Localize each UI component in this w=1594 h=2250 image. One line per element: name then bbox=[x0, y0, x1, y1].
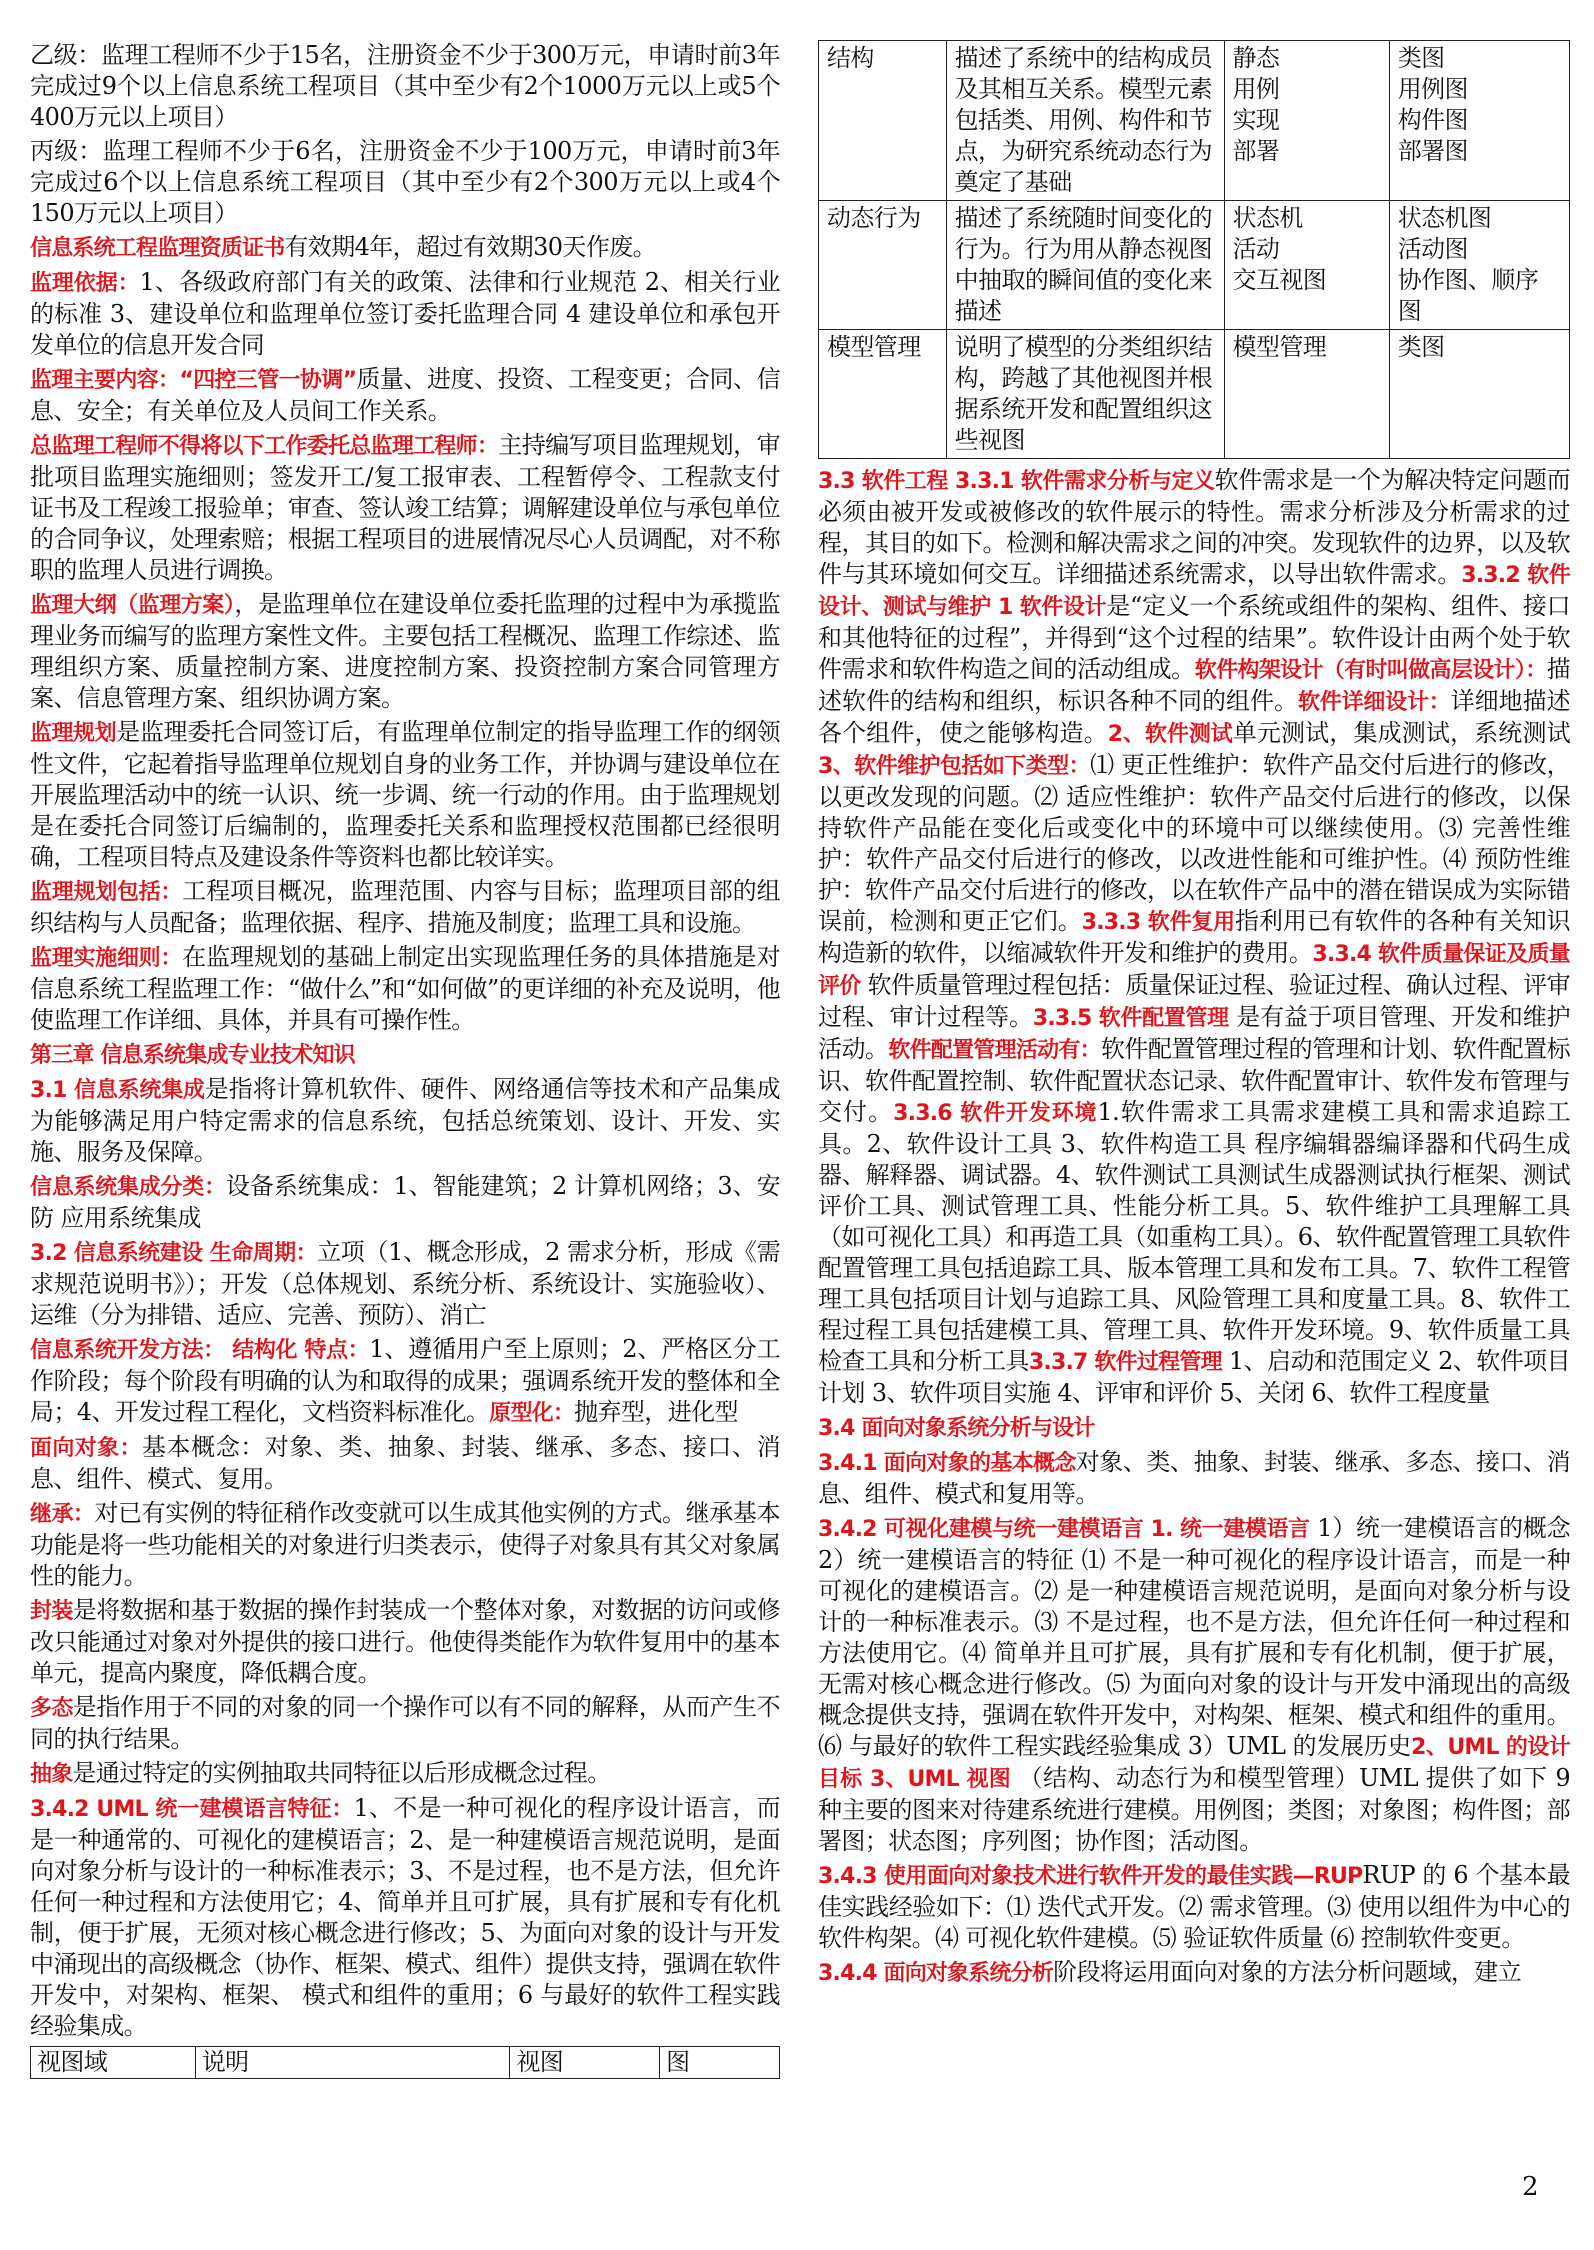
paragraph bbox=[30, 1595, 780, 1689]
heading: 3.3.2 软件设计、测试与维护 1 软件设计 bbox=[818, 563, 1570, 620]
text: 1、不是一种可视化的程序设计语言，而是一种通常的、可视化的建模语言；2、是一种建模语言规范说明，是面向对象分析与设计的一种标准表示；3、不是过程，也不是方法，但允许任何一种过程和方法使用它；4、简单并且可扩展，具有扩展和专有化机制，便于扩展，无须对核心概念进行修改；5、为面向对象的设计与开发中涌现出的高级概念（协作、框架、模式、组件）提供支持，强调在软件开发中，对架构、框架、 模式和组件的重用；6 与最好的软件工程实践经验集成。 bbox=[30, 1794, 780, 2040]
heading: 多态 bbox=[30, 1696, 73, 1721]
paragraph bbox=[30, 1074, 780, 1168]
table-cell bbox=[1224, 201, 1389, 330]
heading: 3.3.4 软件质量保证及质量评价 bbox=[818, 942, 1570, 999]
text: 对已有实例的特征稍作改变就可以生成其他实例的方式。继承基本功能是将一些功能相关的对象进行归类表示，使得子对象具有其父对象属性的能力。 bbox=[30, 1499, 780, 1590]
table-cell: 动态行为 bbox=[819, 201, 947, 330]
left-column bbox=[30, 40, 780, 2079]
text: 是指将计算机软件、硬件、网络通信等技术和产品集成为能够满足用户特定需求的信息系统，包括总统策划、设计、开发、实施、服务及保障。 bbox=[30, 1075, 780, 1166]
heading: 3.4.2 可视化建模与统一建模语言 1. 统一建模语言 bbox=[818, 1517, 1310, 1542]
heading: 软件构架设计（有时叫做高层设计）： bbox=[1194, 658, 1547, 683]
text: 抛弃型，进化型 bbox=[574, 1398, 738, 1426]
text: 详细地描述各个组件，使之能够构造。 bbox=[818, 687, 1571, 747]
cell-line: 类图 bbox=[1397, 333, 1445, 361]
paragraph bbox=[30, 1793, 780, 2042]
heading: 3.4.2 UML 统一建模语言特征： bbox=[30, 1797, 354, 1822]
cell-line: 活动 bbox=[1232, 235, 1280, 263]
text: 是通过特定的实例抽取共同特征以后形成概念过程。 bbox=[72, 1759, 611, 1787]
table-header-cell: 视图 bbox=[510, 2047, 660, 2079]
heading: 2、UML 的设计目标 3、UML 视图 bbox=[818, 1735, 1570, 1792]
heading: 3.3 软件工程 3.3.1 软件需求分析与定义 bbox=[818, 469, 1215, 494]
cell-line: 活动图 bbox=[1397, 235, 1468, 263]
table-cell bbox=[1389, 201, 1569, 330]
paragraph bbox=[30, 876, 780, 939]
section-heading bbox=[818, 1412, 1570, 1444]
heading: 软件配置管理活动有： bbox=[888, 1038, 1101, 1063]
cell-line: 用例图 bbox=[1397, 75, 1468, 103]
heading: 3.4.4 面向对象系统分析 bbox=[818, 1961, 1054, 1986]
cell-line: 状态机 bbox=[1232, 204, 1303, 232]
paragraph bbox=[30, 1334, 780, 1429]
table-cell: 结构 bbox=[819, 41, 947, 201]
text: 丙级：监理工程师不少于6名，注册资金不少于100万元，申请时前3年完成过6个以上信息系统工程项目（其中至少有2个300万元以上或4个150万元以上项目） bbox=[30, 137, 780, 227]
table-row bbox=[819, 201, 1570, 330]
heading: 3.1 信息系统集成 bbox=[30, 1078, 205, 1103]
paragraph bbox=[818, 1957, 1570, 1989]
table-row bbox=[31, 2047, 780, 2079]
table-cell: 模型管理 bbox=[819, 330, 947, 459]
text: 设备系统集成：1、智能建筑；2 计算机网络；3、安防 应用系统集成 bbox=[30, 1172, 780, 1232]
text: ⑴ 更正性维护：软件产品交付后进行的修改，以更改发现的问题。⑵ 适应性维护：软件产品交付后进行的修改，以保持软件产品能在变化后或变化中的环境中可以继续使用。⑶ 完善性维护：软件产品交付后进行的修改，以改进性能和可维护性。⑷ 预防性维护：软件产品交付后进行的修改，以在软件产品中的潜在错误成为实际错误前，检测和更正它们。 bbox=[818, 751, 1570, 935]
cell-line: 静态 bbox=[1232, 44, 1280, 72]
text: RUP 的 6 个基本最佳实践经验如下：⑴ 迭代式开发。⑵ 需求管理。⑶ 使用以组件为中心的软件构架。⑷ 可视化软件建模。⑸ 验证软件质量 ⑹ 控制软件变更。 bbox=[818, 1861, 1570, 1952]
paragraph bbox=[30, 40, 780, 133]
cell-line: 类图 bbox=[1397, 44, 1445, 72]
paragraph bbox=[818, 465, 1570, 1409]
cell-line: 协作图、顺序图 bbox=[1397, 266, 1539, 325]
text: 软件需求是一个为解决特定问题而必须由被开发或被修改的软件展示的特性。需求分析涉及分析需求的过程，其目的如下。检测和解决需求之间的冲突。发现软件的边界，以及软件与其环境如何交互。详细描述系统需求，以导出软件需求。 bbox=[818, 466, 1570, 588]
heading: 3.3.3 软件复用 bbox=[1081, 910, 1235, 935]
heading: 信息系统集成分类： bbox=[30, 1175, 226, 1200]
heading: 第三章 信息系统集成专业技术知识 bbox=[30, 1043, 355, 1068]
cell-line: 实现 bbox=[1232, 106, 1280, 134]
paragraph bbox=[818, 1513, 1570, 1857]
heading: 监理实施细则： bbox=[30, 946, 183, 971]
text: 指利用已有软件的各种有关知识构造新的软件，以缩减软件开发和维护的费用。 bbox=[818, 907, 1570, 967]
heading: 监理大纲（监理方案） bbox=[30, 593, 235, 618]
right-column bbox=[818, 40, 1570, 1992]
heading: 抽象 bbox=[30, 1762, 73, 1787]
text: 是指作用于不同的对象的同一个操作可以有不同的解释，从而产生不同的执行结果。 bbox=[30, 1693, 780, 1753]
cell-line: 构件图 bbox=[1397, 106, 1468, 134]
text: 描述软件的结构和组织，标识各种不同的组件。 bbox=[818, 655, 1570, 715]
paragraph bbox=[30, 942, 780, 1036]
paragraph bbox=[30, 136, 780, 229]
cell-line: 部署图 bbox=[1397, 137, 1468, 165]
paragraph bbox=[30, 364, 780, 427]
table-cell: 说明了模型的分类组织结构，跨越了其他视图并根据系统开发和配置组织这些视图 bbox=[946, 330, 1224, 459]
chapter-heading bbox=[30, 1039, 780, 1071]
heading: 监理依据： bbox=[30, 271, 140, 296]
table-cell: 描述了系统随时间变化的行为。行为用从静态视图中抽取的瞬间值的变化来描述 bbox=[946, 201, 1224, 330]
paragraph bbox=[30, 232, 780, 264]
heading: 总监理工程师不得将以下工作委托总监理工程师： bbox=[30, 434, 499, 459]
cell-line: 交互视图 bbox=[1232, 266, 1327, 294]
heading: 结构化 特点： bbox=[232, 1338, 370, 1363]
heading: 3、软件维护包括如下类型： bbox=[818, 754, 1091, 779]
view-table-header bbox=[30, 2046, 780, 2079]
heading: 面向对象： bbox=[30, 1436, 142, 1461]
heading: 3.4.1 面向对象的基本概念 bbox=[818, 1451, 1076, 1476]
paragraph bbox=[30, 1171, 780, 1234]
paragraph bbox=[30, 1498, 780, 1592]
text: （结构、动态行为和模型管理）UML 提供了如下 9 种主要的图来对待建系统进行建模。用例图；类图；对象图；构件图；部署图；状态图；序列图；协作图；活动图。 bbox=[818, 1764, 1570, 1855]
text: ，是监理单位在建设单位委托监理的过程中为承揽监理业务而编写的监理方案性文件。主要包括工程概况、监理工作综述、监理组织方案、质量控制方案、进度控制方案、投资控制方案合同管理方案、信息管理方案、组织协调方案。 bbox=[30, 590, 780, 712]
text: 乙级：监理工程师不少于15名，注册资金不少于300万元，申请时前3年完成过9个以上信息系统工程项目（其中至少有2个1000万元以上或5个400万元以上项目） bbox=[30, 41, 780, 131]
heading: 3.3.6 软件开发环境 bbox=[893, 1101, 1098, 1126]
heading: 信息系统开发方法： bbox=[30, 1338, 225, 1363]
text: 工程项目概况，监理范围、内容与目标；监理项目部的组织结构与人员配备；监理依据、程序、措施及制度；监理工具和设施。 bbox=[30, 877, 781, 937]
heading: 3.4.3 使用面向对象技术进行软件开发的最佳实践—RUP bbox=[818, 1864, 1363, 1889]
heading: 3.3.5 软件配置管理 bbox=[1032, 1006, 1229, 1031]
table-header-cell: 视图域 bbox=[31, 2047, 196, 2079]
text: 主持编写项目监理规划，审批项目监理实施细则；签发开工/复工报审表、工程暂停令、工程款支付证书及工程竣工报验单；审查、签认竣工结算；调解建设单位与承包单位的合同争议，处理索赔；根据工程项目的进展情况尽心人员调配，对不称职的监理人员进行调换。 bbox=[30, 431, 780, 584]
heading: 软件详细设计： bbox=[1298, 690, 1451, 715]
text: 是监理委托合同签订后，有监理单位制定的指导监理工作的纲领性文件，它起着指导监理单位规划自身的业务工作，并协调与建设单位在开展监理活动中的统一认识、统一步调、统一行动的作用。由于监理规划是在委托合同签订后编制的，监理委托关系和监理授权范围都已经很明确，工程项目特点及建设条件等资料也都比较详实。 bbox=[30, 718, 780, 871]
paragraph bbox=[818, 1860, 1570, 1954]
text: 软件配置管理过程的管理和计划、软件配置标识、软件配置控制、软件配置状态记录、软件配置审计、软件发布管理与交付。 bbox=[818, 1035, 1570, 1126]
heading: 3.2 信息系统建设 生命周期： bbox=[30, 1241, 318, 1266]
text: 质量、进度、投资、工程变更；合同、信息、安全；有关单位及人员间工作关系。 bbox=[30, 365, 780, 425]
heading: 3.4 面向对象系统分析与设计 bbox=[818, 1416, 1095, 1441]
table-cell bbox=[1224, 330, 1389, 459]
paragraph bbox=[818, 1447, 1570, 1510]
text: 基本概念：对象、类、抽象、封装、继承、多态、接口、消息、组件、模式、复用。 bbox=[30, 1433, 780, 1493]
paragraph bbox=[30, 717, 780, 873]
text: 1）统一建模语言的概念 2）统一建模语言的特征 ⑴ 不是一种可视化的程序设计语言，而是一种可视化的建模语言。⑵ 是一种建模语言规范说明，是面向对象分析与设计的一种标准表示。⑶ 不是过程，也不是方法，但允许任何一种过程和方法使用它。⑷ 简单并且可扩展，具有扩展和专有化机制，便于扩展，无需对核心概念进行修改。⑸ 为面向对象的设计与开发中涌现出的高级概念提供支持，强调在软件开发中，对构架、框架、模式和组件的重用。⑹ 与最好的软件工程实践经验集成 3）UML 的发展历史 bbox=[818, 1514, 1570, 1760]
text: 是“定义一个系统或组件的架构、组件、接口和其他特征的过程”，并得到“这个过程的结果”。软件设计由两个处于软件需求和软件构造之间的活动组成。 bbox=[818, 592, 1570, 683]
table-row bbox=[819, 330, 1570, 459]
paragraph bbox=[30, 430, 780, 586]
text: 单元测试，集成测试，系统测试 bbox=[1232, 719, 1570, 747]
text: 是将数据和基于数据的操作封装成一个整体对象，对数据的访问或修改只能通过对象对外提供的接口进行。他使得类能作为软件复用中的基本单元，提高内聚度，降低耦合度。 bbox=[30, 1596, 780, 1687]
text: 阶段将运用面向对象的方法分析问题域，建立 bbox=[1053, 1958, 1522, 1986]
heading: 监理规划包括： bbox=[30, 880, 183, 905]
text: 1.软件需求工具需求建模工具和需求追踪工具。2、软件设计工具 3、软件构造工具 程序编辑器编译器和代码生成器、解释器、调试器。4、软件测试工具测试生成器测试执行框架、测试评价工具、测试管理工具、性能分析工具。5、软件维护工具理解工具（如可视化工具）和再造工具（如重构工具）。6、软件配置管理工具软件配置管理工具包括追踪工具、版本管理工具和发布工具。7、软件工程管理工具包括项目计划与追踪工具、风险管理工具和度量工具。8、软件工程过程工具包括建模工具、管理工具、软件开发环境。9、软件质量工具检查工具和分析工具 bbox=[818, 1098, 1570, 1375]
table-header-cell: 说明 bbox=[195, 2047, 510, 2079]
table-cell bbox=[1389, 41, 1569, 201]
table-cell bbox=[1224, 41, 1389, 201]
text: 立项（1、概念形成，2 需求分析，形成《需求规范说明书》）；开发（总体规划、系统分析、系统设计、实施验收）、运维（分为排错、适应、完善、预防）、消亡 bbox=[30, 1238, 780, 1329]
text: 是有益于项目管理、开发和维护活动。 bbox=[818, 1003, 1570, 1063]
table-header-cell: 图 bbox=[660, 2047, 780, 2079]
paragraph bbox=[30, 1432, 780, 1495]
heading: 封装 bbox=[30, 1599, 73, 1624]
table-cell: 描述了系统中的结构成员及其相互关系。模型元素包括类、用例、构件和节点，为研究系统动态行为奠定了基础 bbox=[946, 41, 1224, 201]
table-row bbox=[819, 41, 1570, 201]
heading: 监理主要内容：“四控三管一协调” bbox=[30, 368, 357, 393]
cell-line: 用例 bbox=[1232, 75, 1280, 103]
text: 1、各级政府部门有关的政策、法律和行业规范 2、相关行业的标准 3、建设单位和监理单位签订委托监理合同 4 建设单位和承包开发单位的信息开发合同 bbox=[30, 268, 780, 359]
cell-line: 部署 bbox=[1232, 137, 1280, 165]
paragraph bbox=[30, 589, 780, 714]
heading: 监理规划 bbox=[30, 721, 117, 746]
text: 软件质量管理过程包括：质量保证过程、验证过程、确认过程、评审过程、审计过程等。 bbox=[818, 971, 1570, 1031]
text: 有效期4年，超过有效期30天作废。 bbox=[284, 233, 657, 261]
paragraph bbox=[30, 1237, 780, 1331]
heading: 继承： bbox=[30, 1502, 95, 1527]
paragraph bbox=[30, 1692, 780, 1755]
text: 1、启动和范围定义 2、软件项目计划 3、软件项目实施 4、评审和评价 5、关闭 6、软件工程度量 bbox=[818, 1347, 1570, 1407]
page-number: 2 bbox=[1522, 2172, 1539, 2202]
table-cell bbox=[1389, 330, 1569, 459]
cell-line: 状态机图 bbox=[1397, 204, 1492, 232]
text: 1、遵循用户至上原则；2、严格区分工作阶段；每个阶段有明确的认为和取得的成果；强调系统开发的整体和全局；4、开发过程工程化，文档资料标准化。 bbox=[30, 1335, 780, 1426]
heading: 原型化： bbox=[489, 1401, 575, 1426]
paragraph bbox=[30, 1758, 780, 1790]
heading: 信息系统工程监理资质证书 bbox=[30, 236, 285, 261]
heading: 2、软件测试 bbox=[1107, 722, 1233, 747]
text: 对象、类、抽象、封装、继承、多态、接口、消息、组件、模式和复用等。 bbox=[818, 1448, 1570, 1508]
uml-view-table bbox=[818, 40, 1570, 459]
cell-line: 模型管理 bbox=[1232, 333, 1327, 361]
text: 在监理规划的基础上制定出实现监理任务的具体措施是对信息系统工程监理工作：“做什么”和“如何做”的更详细的补充及说明，他使监理工作详细、具体，并具有可操作性。 bbox=[30, 943, 781, 1034]
heading: 3.3.7 软件过程管理 bbox=[1028, 1350, 1222, 1375]
paragraph bbox=[30, 267, 780, 361]
